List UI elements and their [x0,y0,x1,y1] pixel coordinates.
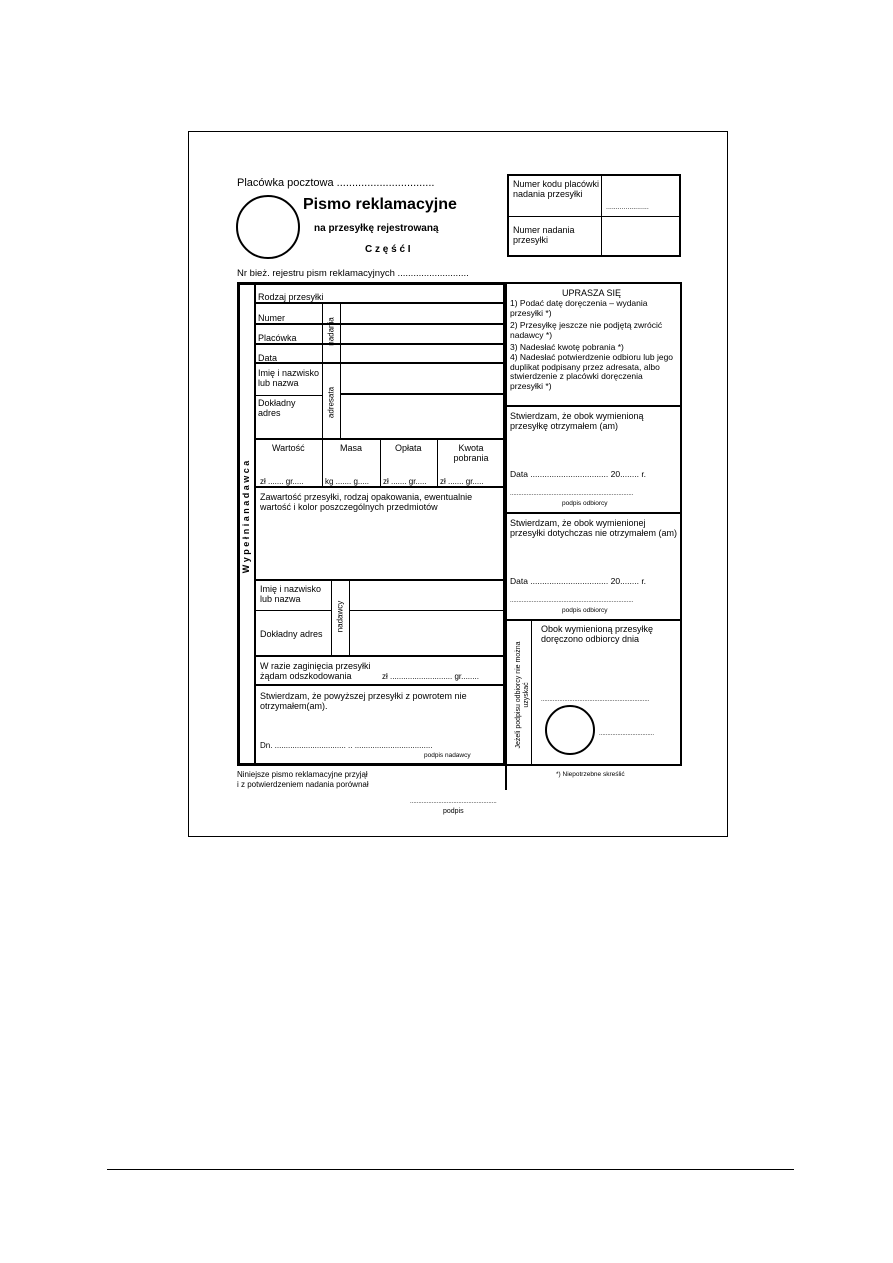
imie-nadawcy-label: Imię i nazwisko lub nazwa [260,584,322,604]
doc-title: Pismo reklamacyjne [303,196,457,213]
stamp-circle [236,195,300,259]
data-label: Data [258,353,278,363]
footnote: *) Niepotrzebne skreślić [556,771,625,778]
zaginiecie-label: W razie zaginięcia przesyłki żądam odszkodowania [260,661,371,681]
doc-part: C z ę ś ć I [365,244,411,255]
footer-podpis-label: podpis [443,808,464,815]
podpis-odbiorcy-label-1: podpis odbiorcy [562,500,608,507]
imie-label: Imię i nazwisko lub nazwa [258,368,320,388]
zl-gr-oplata: zł ....... gr..... [383,477,427,486]
numer-label: Numer [258,313,286,323]
nr-biez-rejestru: Nr bież. rejestru pism reklamacyjnych ........................... [237,268,469,279]
uprasza-item-2: 2) Przesyłkę jeszcze nie podjętą zwrócić nadawcy *) [510,320,663,340]
wartosc-label: Wartość [272,443,305,453]
kwota-label: Kwota pobrania [453,443,489,463]
stwierdzam-nieotrzymanie: Stwierdzam, że obok wymienionej przesyłki dotychczas nie otrzymałem (am) [510,518,678,538]
stamp-dots: ................................. [599,731,655,737]
zl-gr-wartosc: zł ....... gr..... [260,477,304,486]
dokladny-nadawcy-label: Dokładny adres [260,629,323,639]
zawartosc-label: Zawartość przesyłki, rodzaj opakowania, ewentualnie wartość i kolor poszczególnych przedmiotów [260,492,473,512]
nadania-vertical: nadania [326,317,336,346]
podpis-odbiorcy-line-2: .......................................................................... [510,598,634,604]
odszkodowanie-amount: zł ............................ gr........ [382,672,479,681]
oplata-label: Opłata [395,443,422,453]
dn-line: Dn. ................................ .. ................................... [260,741,433,750]
uprasza-heading: UPRASZA SIĘ [562,288,622,298]
podpis-odbiorcy-label-2: podpis odbiorcy [562,607,608,614]
numer-kodu-label: Numer kodu placówki nadania przesyłki [513,179,600,199]
kg-g-masa: kg ....... g..... [325,477,370,486]
data-otrzymania: Data ................................. 20........ r. [510,469,647,479]
uprasza-item-4: 4) Nadesłać potwierdzenie odbioru lub jego duplikat podpisany przez adresata, albo stwierdzenie z placówki doręczenia przesyłki *) [510,352,674,391]
page-footer-rule [107,1169,794,1170]
podpis-odbiorcy-line-1: .......................................................................... [510,491,634,497]
placowka-pocztowa: Placówka pocztowa ................................ [237,177,435,189]
potwierdzenie-nadania: i z potwierdzeniem nadania porównał [237,780,369,789]
data-nieotrzymania: Data ................................. 20........ r. [510,576,647,586]
rodzaj-label: Rodzaj przesyłki [258,292,324,302]
niniejsze-pismo: Niniejsze pismo reklamacyjne przyjął [237,770,368,779]
nadawcy-vertical: nadawcy [335,600,345,633]
doc-subtitle: na przesyłkę rejestrowaną [314,223,439,234]
obok-dots: ................................................................. [541,697,650,703]
zl-gr-pobranie: zł ....... gr..... [440,477,484,486]
masa-label: Masa [340,443,363,453]
adresata-vertical: adresata [326,386,336,419]
numer-kodu-dots: ...................... [606,204,649,211]
jezeli-podpisu-vertical: Jeżeli podpisu odbiorcy nie można uzyskać [515,641,530,749]
footer-signature-line: .................................................... [410,799,497,805]
date-stamp-circle [545,705,595,755]
placowka-label: Placówka [258,333,297,343]
wypelnia-nadawca-label: W y p e ł n i a n a d a w c a [241,460,251,574]
numer-nadania-label: Numer nadania przesyłki [513,225,575,245]
uprasza-item-3: 3) Nadesłać kwotę pobrania *) [510,342,624,352]
obok-doreczono: Obok wymienioną przesyłkę doręczono odbiorcy dnia [541,624,654,644]
podpis-nadawcy-label: podpis nadawcy [424,752,471,759]
uprasza-item-1: 1) Podać datę doręczenia – wydania przesyłki *) [510,298,648,318]
stwierdzam-zwrot: Stwierdzam, że powyższej przesyłki z powrotem nie otrzymałem(am). [260,691,467,711]
stwierdzam-otrzymanie: Stwierdzam, że obok wymienioną przesyłkę otrzymałem (am) [510,411,644,431]
dokladny-label: Dokładny adres [258,398,296,418]
